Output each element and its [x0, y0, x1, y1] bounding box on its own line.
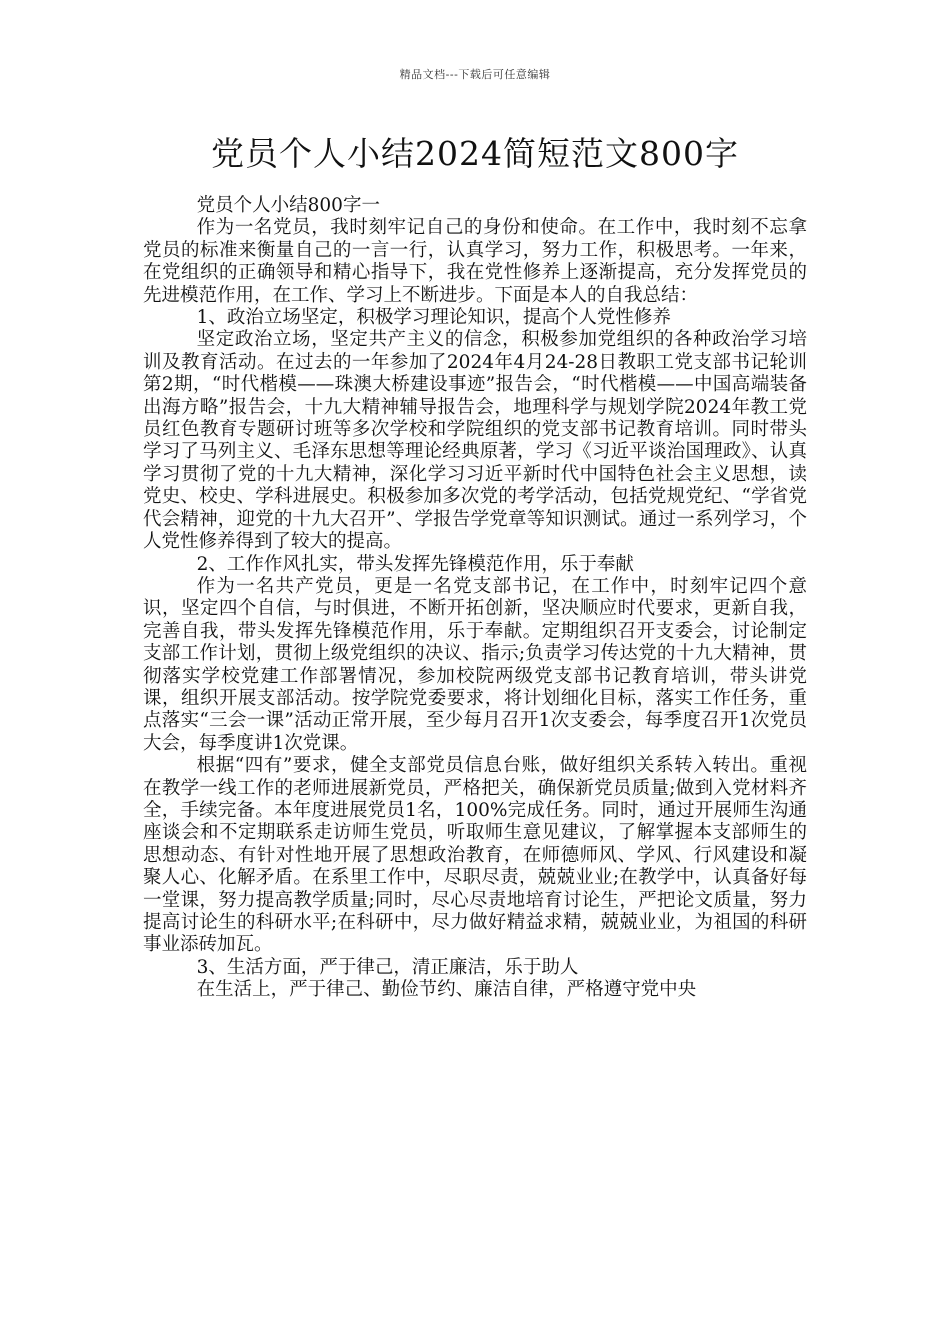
page-header: 精品文档---下载后可任意编辑: [399, 68, 551, 81]
paragraph-3: 根据“四有”要求，健全支部党员信息台账，做好组织关系转入转出。重视在教学一线工作的老师进展新党员，严格把关，确保新党员质量;做到入党材料齐全，手续完备。本年度进展党员1名，100%完成任务。同时，通过开展师生沟通座谈会和不定期联系走访师生党员，听取师生意见建议，了解掌握本支部师生的思想动态、有针对性地开展了思想政治教育，在师德师风、学风、行风建设和凝聚人心、化解矛盾。在系里工作中，尽职尽责，兢兢业业;在教学中，认真备好每一堂课，努力提高教学质量;同时，尽心尽责地培育讨论生，严把论文质量，努力提高讨论生的科研水平;在科研中，尽力做好精益求精，兢兢业业，为祖国的科研事业添砖加瓦。: [143, 755, 807, 956]
document-title: 党员个人小结2024简短范文800字: [211, 134, 739, 173]
section-heading-1: 1、政治立场坚定，积极学习理论知识，提高个人党性修养: [196, 307, 671, 329]
paragraph-4: 在生活上，严于律己、勤俭节约、廉洁自律，严格遵守党中央: [196, 979, 697, 1001]
section-heading-3: 3、生活方面，严于律己，清正廉洁，乐于助人: [196, 956, 579, 978]
document-body: [143, 195, 807, 1002]
paragraph-intro: 作为一名党员，我时刻牢记自己的身份和使命。在工作中，我时刻不忘拿党员的标准来衡量自己的一言一行，认真学习，努力工作，积极思考。一年来，在党组织的正确领导和精心指导下，我在党性修养上逐渐提高，充分发挥党员的先进模范作用，在工作、学习上不断进步。下面是本人的自我总结：: [143, 217, 807, 306]
section-heading-intro: 党员个人小结800字一: [196, 195, 380, 216]
paragraph-2: 作为一名共产党员，更是一名党支部书记，在工作中，时刻牢记四个意识，坚定四个自信，与时俱进，不断开拓创新，坚决顺应时代要求，更新自我，完善自我，带头发挥先锋模范作用，乐于奉献。定期组织召开支委会，讨论制定支部工作计划，贯彻上级党组织的决议、指示;负责学习传达党的十九大精神，贯彻落实学校党建工作部署情况，参加校院两级党支部书记教育培训，带头讲党课，组织开展支部活动。按学院党委要求，将计划细化目标，落实工作任务，重点落实“三会一课”活动正常开展，至少每月召开1次支委会，每季度召开1次党员大会，每季度讲1次党课。: [143, 575, 807, 754]
paragraph-1: 坚定政治立场，坚定共产主义的信念，积极参加党组织的各种政治学习培训及教育活动。在过去的一年参加了2024年4月24-28日教职工党支部书记轮训第2期，“时代楷模——珠澳大桥建设事迹”报告会，“时代楷模——中国高端装备出海方略”报告会，十九大精神辅导报告会，地理科学与规划学院2024年教工党员红色教育专题研讨班等多次学校和学院组织的党支部书记教育培训。同时带头学习了马列主义、毛泽东思想等理论经典原著，学习《习近平谈治国理政》、认真学习贯彻了党的十九大精神，深化学习习近平新时代中国特色社会主义思想，读党史、校史、学科进展史。积极参加多次党的考学活动，包括党规党纪、“学省党代会精神，迎党的十九大召开”、学报告学党章等知识测试。通过一系列学习，个人党性修养得到了较大的提高。: [143, 329, 807, 553]
section-heading-2: 2、工作作风扎实，带头发挥先锋模范作用，乐于奉献: [196, 553, 634, 575]
